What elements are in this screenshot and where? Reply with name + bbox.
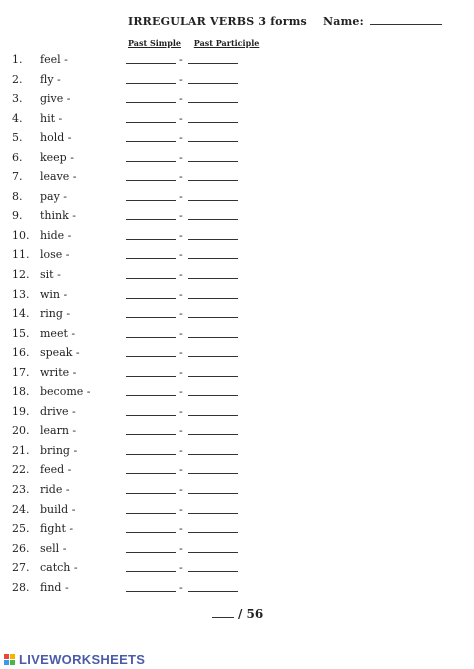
base-verb: hold - (40, 131, 72, 145)
row-number: 17. (12, 365, 30, 379)
past-participle-blank[interactable] (188, 161, 238, 162)
verb-row (0, 326, 474, 346)
base-verb: write - (40, 365, 77, 379)
past-simple-blank[interactable] (126, 258, 176, 259)
past-simple-header: Past Simple (128, 38, 181, 48)
worksheet-header (128, 14, 442, 28)
past-simple-blank[interactable] (126, 63, 176, 64)
row-number: 11. (12, 248, 30, 262)
verb-row (0, 169, 474, 189)
past-simple-blank[interactable] (126, 473, 176, 474)
name-input-line[interactable] (370, 14, 442, 25)
row-number: 19. (12, 404, 30, 418)
past-simple-blank[interactable] (126, 337, 176, 338)
separator-dash: - (179, 385, 183, 399)
separator-dash: - (179, 111, 183, 125)
row-number: 24. (12, 502, 30, 516)
separator-dash: - (179, 561, 183, 575)
separator-dash: - (179, 346, 183, 360)
base-verb: hit - (40, 111, 63, 125)
separator-dash: - (179, 131, 183, 145)
row-number: 1. (12, 53, 23, 66)
base-verb: give - (40, 92, 71, 106)
past-participle-blank[interactable] (188, 298, 238, 299)
verb-row (0, 228, 474, 248)
past-simple-blank[interactable] (126, 454, 176, 455)
past-participle-blank[interactable] (188, 102, 238, 103)
row-number: 22. (12, 463, 30, 477)
separator-dash: - (179, 209, 183, 223)
past-simple-blank[interactable] (126, 102, 176, 103)
verb-row (0, 306, 474, 326)
row-number: 6. (12, 150, 23, 164)
name-label: Name: (322, 15, 364, 28)
base-verb: win - (40, 287, 68, 301)
row-number: 8. (12, 189, 23, 203)
row-number: 18. (12, 385, 30, 399)
verb-row (0, 111, 474, 131)
base-verb: fight - (40, 522, 74, 536)
base-verb: build - (40, 502, 76, 516)
base-verb: ring - (40, 307, 71, 321)
past-participle-blank[interactable] (188, 239, 238, 240)
past-simple-blank[interactable] (126, 122, 176, 123)
base-verb: become - (40, 385, 91, 399)
past-participle-blank[interactable] (188, 415, 238, 416)
past-simple-blank[interactable] (126, 513, 176, 514)
past-simple-blank[interactable] (126, 591, 176, 592)
separator-dash: - (179, 268, 183, 282)
verb-row (0, 404, 474, 424)
base-verb: drive - (40, 404, 76, 418)
past-simple-blank[interactable] (126, 415, 176, 416)
base-verb: find - (40, 580, 69, 594)
row-number: 26. (12, 541, 30, 555)
past-participle-blank[interactable] (188, 454, 238, 455)
past-simple-blank[interactable] (126, 141, 176, 142)
verb-row (0, 150, 474, 170)
base-verb: sit - (40, 268, 61, 282)
verb-row (0, 247, 474, 267)
separator-dash: - (179, 580, 183, 594)
past-participle-blank[interactable] (188, 434, 238, 435)
separator-dash: - (179, 326, 183, 340)
separator-dash: - (179, 307, 183, 321)
verb-row (0, 580, 474, 600)
row-number: 23. (12, 483, 30, 497)
row-number: 7. (12, 170, 23, 184)
brand-name: LIVEWORKSHEETS (19, 652, 146, 667)
separator-dash: - (179, 150, 183, 164)
past-participle-blank[interactable] (188, 493, 238, 494)
base-verb: meet - (40, 326, 76, 340)
past-participle-blank[interactable] (188, 356, 238, 357)
base-verb: keep - (40, 150, 74, 164)
separator-dash: - (179, 443, 183, 457)
base-verb: speak - (40, 346, 80, 360)
past-simple-blank[interactable] (126, 434, 176, 435)
past-simple-blank[interactable] (126, 219, 176, 220)
past-participle-blank[interactable] (188, 83, 238, 84)
verb-row (0, 384, 474, 404)
base-verb: catch - (40, 561, 78, 575)
past-simple-blank[interactable] (126, 180, 176, 181)
verb-row (0, 91, 474, 111)
liveworksheets-logo-icon (4, 654, 16, 666)
row-number: 3. (12, 92, 23, 106)
past-participle-blank[interactable] (188, 571, 238, 572)
past-simple-blank[interactable] (126, 200, 176, 201)
separator-dash: - (179, 228, 183, 242)
separator-dash: - (179, 170, 183, 184)
verb-row (0, 541, 474, 561)
verb-row (0, 560, 474, 580)
row-number: 28. (12, 580, 30, 594)
past-participle-blank[interactable] (188, 180, 238, 181)
past-participle-blank[interactable] (188, 258, 238, 259)
verb-row (0, 423, 474, 443)
verb-row (0, 521, 474, 541)
past-participle-blank[interactable] (188, 63, 238, 64)
worksheet-title: IRREGULAR VERBS 3 forms (128, 15, 307, 28)
score-area (212, 606, 263, 621)
past-participle-blank[interactable] (188, 337, 238, 338)
separator-dash: - (179, 541, 183, 555)
row-number: 5. (12, 131, 23, 145)
past-participle-blank[interactable] (188, 376, 238, 377)
base-verb: hide - (40, 228, 72, 242)
base-verb: sell - (40, 541, 67, 555)
separator-dash: - (179, 502, 183, 516)
verb-row (0, 443, 474, 463)
base-verb: pay - (40, 189, 68, 203)
verb-row (0, 482, 474, 502)
separator-dash: - (179, 424, 183, 438)
row-number: 16. (12, 346, 30, 360)
past-simple-blank[interactable] (126, 356, 176, 357)
row-number: 10. (12, 228, 30, 242)
base-verb: lose - (40, 248, 70, 262)
past-participle-blank[interactable] (188, 473, 238, 474)
verb-row (0, 72, 474, 92)
row-number: 4. (12, 111, 23, 125)
base-verb: learn - (40, 424, 77, 438)
past-simple-blank[interactable] (126, 278, 176, 279)
base-verb: think - (40, 209, 76, 223)
verb-row (0, 462, 474, 482)
row-number: 21. (12, 443, 30, 457)
past-participle-blank[interactable] (188, 513, 238, 514)
past-simple-blank[interactable] (126, 376, 176, 377)
past-participle-header: Past Participle (193, 38, 260, 48)
verb-row (0, 130, 474, 150)
past-participle-blank[interactable] (188, 395, 238, 396)
past-simple-blank[interactable] (126, 552, 176, 553)
past-participle-blank[interactable] (188, 317, 238, 318)
past-participle-blank[interactable] (188, 532, 238, 533)
separator-dash: - (179, 522, 183, 536)
verb-row (0, 189, 474, 209)
base-verb: leave - (40, 170, 77, 184)
verb-row (0, 287, 474, 307)
footer-brand (4, 652, 145, 667)
row-number: 9. (12, 209, 23, 223)
verb-row (0, 502, 474, 522)
separator-dash: - (179, 483, 183, 497)
past-participle-blank[interactable] (188, 141, 238, 142)
score-input-line[interactable] (212, 606, 234, 618)
score-total: / 56 (238, 607, 264, 621)
row-number: 13. (12, 287, 30, 301)
row-number: 12. (12, 268, 30, 282)
verb-row (0, 267, 474, 287)
verb-row (0, 52, 474, 72)
column-headers (128, 38, 259, 48)
base-verb: bring - (40, 443, 78, 457)
separator-dash: - (179, 53, 183, 66)
verb-row (0, 345, 474, 365)
past-simple-blank[interactable] (126, 493, 176, 494)
row-number: 25. (12, 522, 30, 536)
row-number: 2. (12, 72, 23, 86)
row-number: 27. (12, 561, 30, 575)
verb-row (0, 208, 474, 228)
past-participle-blank[interactable] (188, 122, 238, 123)
separator-dash: - (179, 463, 183, 477)
past-participle-blank[interactable] (188, 278, 238, 279)
separator-dash: - (179, 72, 183, 86)
verb-list (0, 52, 474, 599)
past-participle-blank[interactable] (188, 200, 238, 201)
past-simple-blank[interactable] (126, 298, 176, 299)
base-verb: fly - (40, 72, 61, 86)
separator-dash: - (179, 189, 183, 203)
separator-dash: - (179, 248, 183, 262)
past-simple-blank[interactable] (126, 239, 176, 240)
verb-row (0, 365, 474, 385)
separator-dash: - (179, 287, 183, 301)
base-verb: ride - (40, 483, 70, 497)
past-simple-blank[interactable] (126, 317, 176, 318)
row-number: 14. (12, 307, 30, 321)
row-number: 15. (12, 326, 30, 340)
past-simple-blank[interactable] (126, 83, 176, 84)
separator-dash: - (179, 92, 183, 106)
past-participle-blank[interactable] (188, 219, 238, 220)
past-simple-blank[interactable] (126, 532, 176, 533)
past-participle-blank[interactable] (188, 591, 238, 592)
past-simple-blank[interactable] (126, 571, 176, 572)
base-verb: feel - (40, 53, 68, 66)
past-participle-blank[interactable] (188, 552, 238, 553)
separator-dash: - (179, 404, 183, 418)
past-simple-blank[interactable] (126, 395, 176, 396)
past-simple-blank[interactable] (126, 161, 176, 162)
row-number: 20. (12, 424, 30, 438)
separator-dash: - (179, 365, 183, 379)
base-verb: feed - (40, 463, 72, 477)
